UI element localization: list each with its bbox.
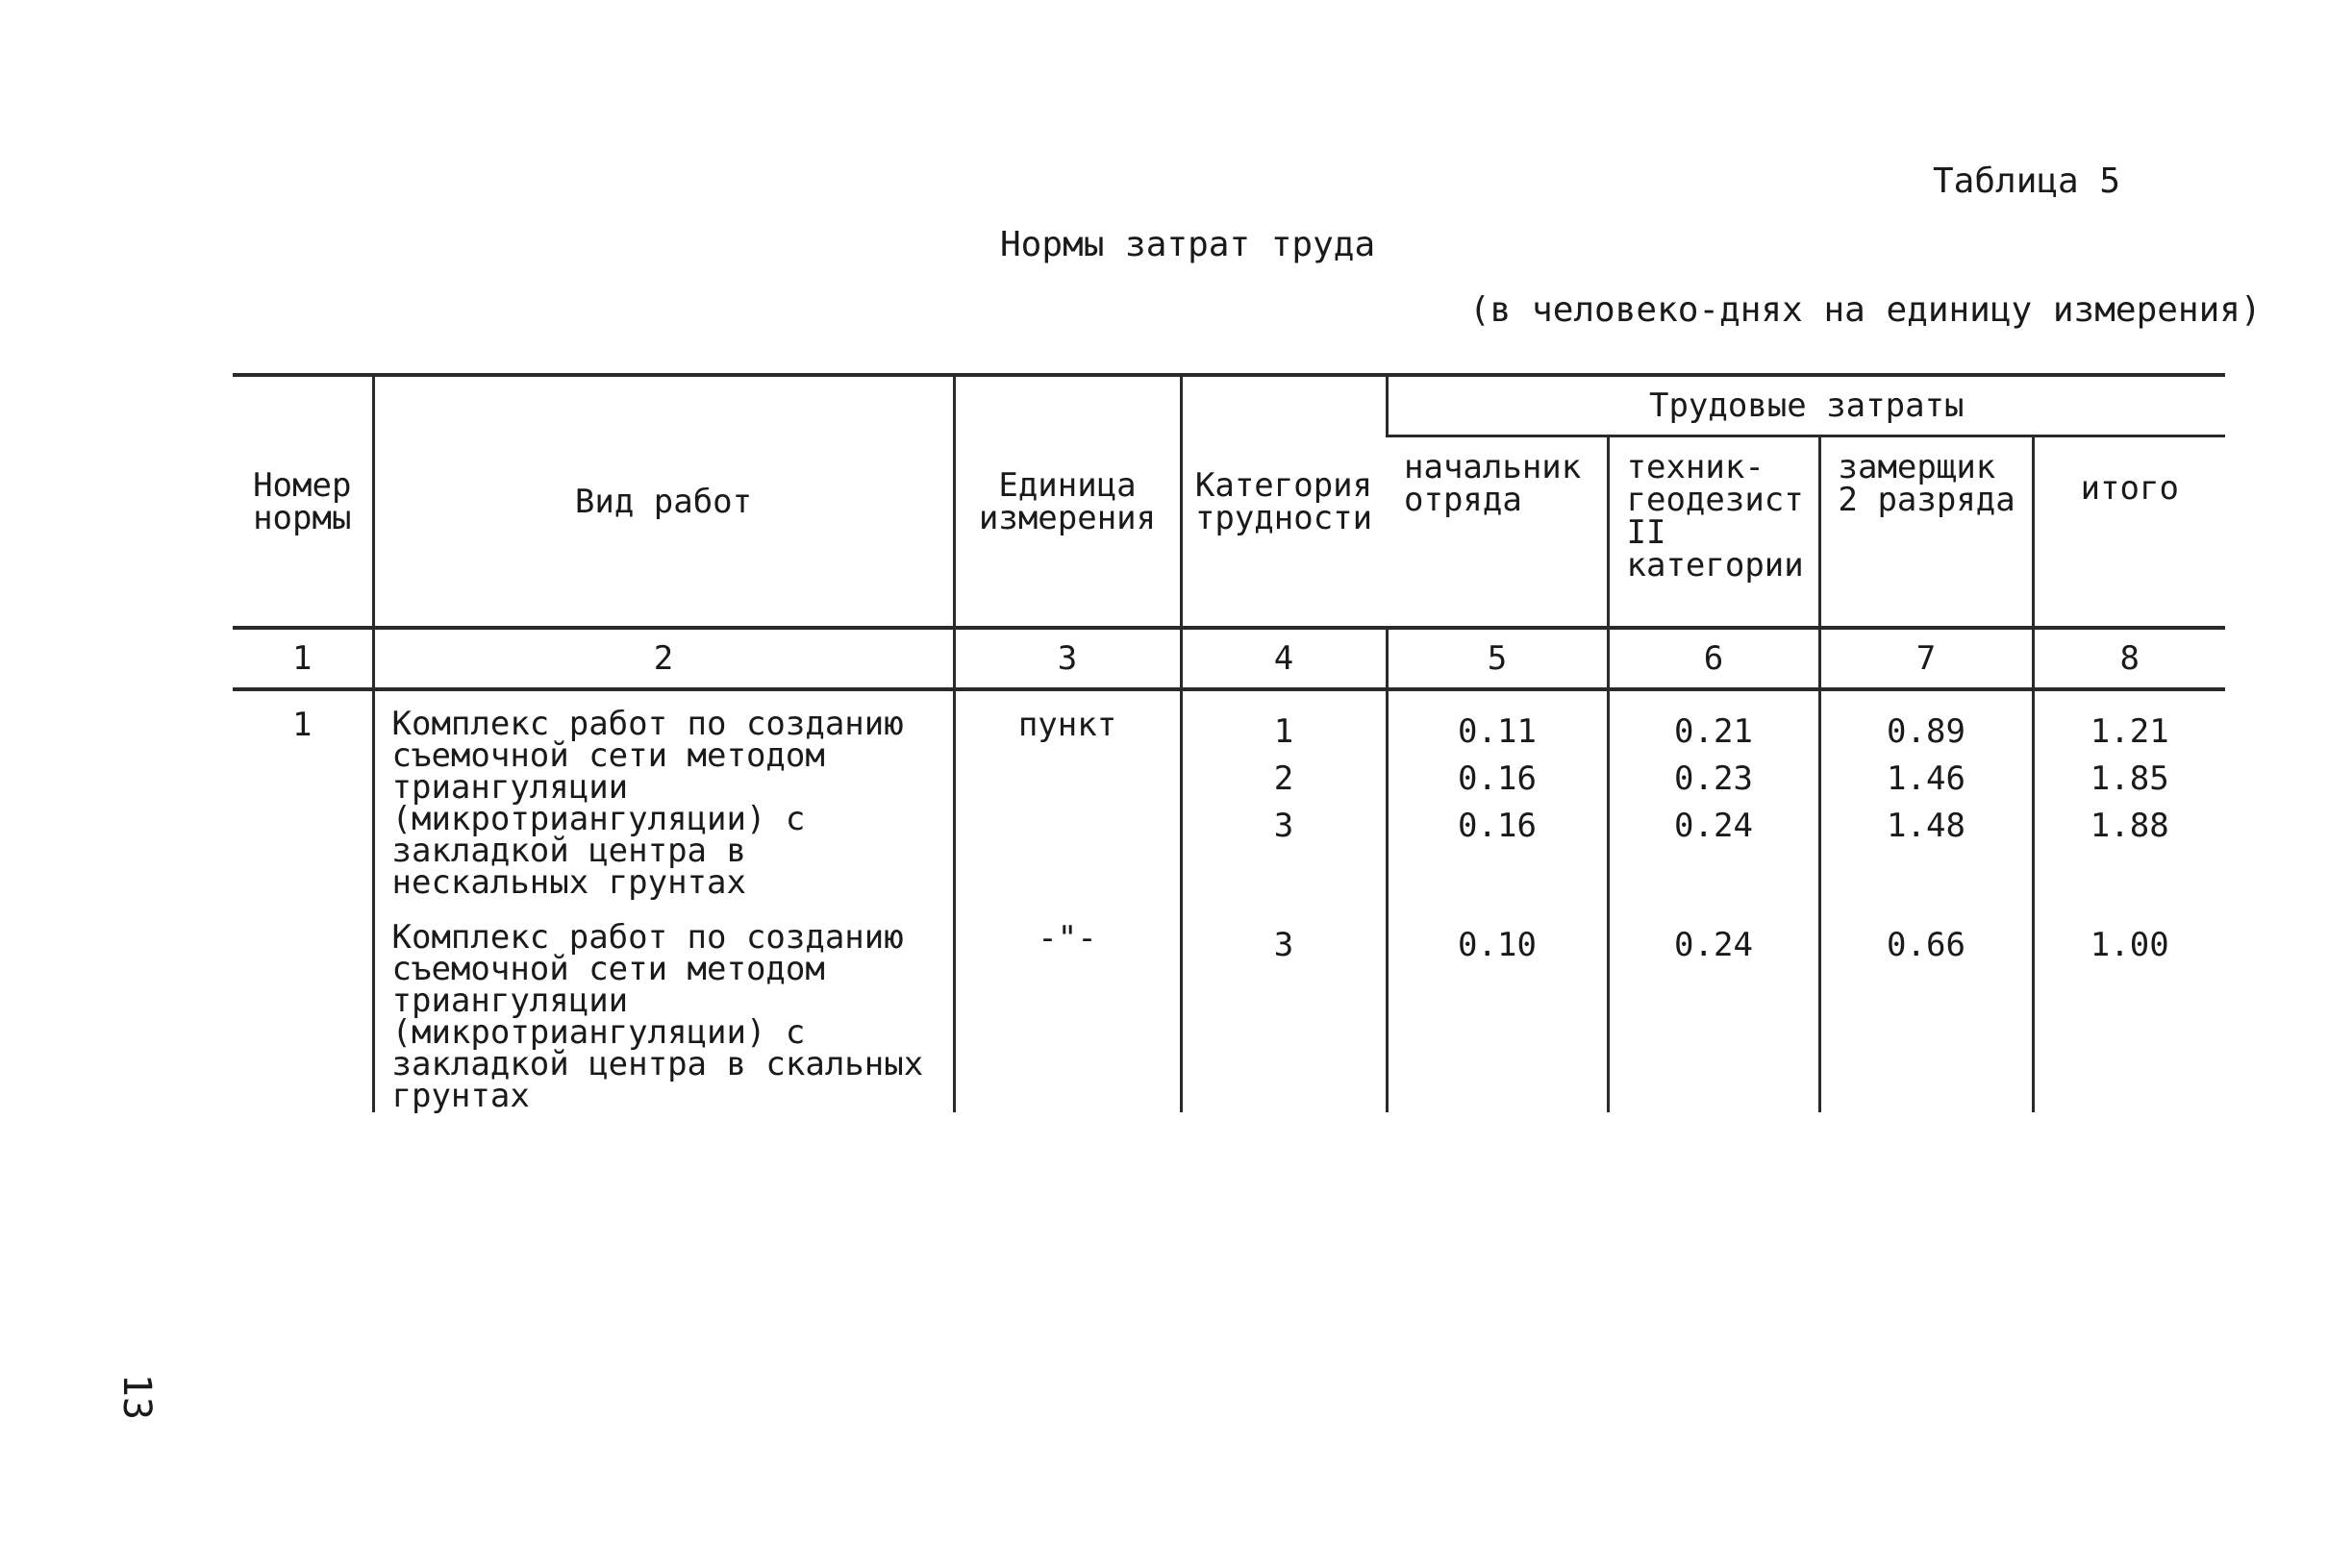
header-work-type: Вид работ [373,375,954,628]
header-measurer: замерщик 2 разряда [1819,436,2033,629]
column-number: 3 [954,628,1181,689]
table-row [233,689,2225,899]
labor-norms-table [233,373,2225,1115]
technician-value: 0.24 [1674,807,1753,845]
header-total: итого [2033,436,2225,629]
column-number-row [233,628,2225,689]
total-value: 1.00 [2090,926,2169,964]
measurer-value: 1.46 [1887,759,1965,798]
table-row [233,899,2225,1112]
difficulty-cell [1181,899,1387,1112]
work-description-cell [373,899,954,1115]
technician-cell [1608,899,1819,1112]
technician-value: 0.21 [1674,712,1753,751]
document-title: Нормы затрат труда [1000,225,1376,264]
header-difficulty: Категория трудности [1181,375,1387,628]
measurer-value: 0.66 [1887,926,1965,964]
difficulty-value: 1 [1273,712,1294,751]
total-value: 1.88 [2090,807,2169,845]
difficulty-value: 3 [1273,807,1294,845]
total-cell [2033,899,2225,1112]
measurer-cell [1819,899,2033,1112]
chief-value: 0.11 [1458,712,1537,751]
difficulty-cell [1181,689,1387,899]
column-number: 8 [2033,628,2225,689]
chief-value: 0.16 [1458,759,1537,798]
column-number: 1 [233,628,373,689]
unit-cell: -"- [954,899,1181,1112]
header-norm-number: Номер нормы [233,375,373,628]
header-chief: начальник отряда [1387,436,1608,629]
header-row [233,375,2225,436]
norm-number-cell [233,899,373,1112]
units-note: (в человеко-днях на единицу измерения) [1469,290,2262,330]
total-value: 1.21 [2090,712,2169,751]
unit-cell: пункт [954,689,1181,899]
difficulty-value: 2 [1273,759,1294,798]
chief-cell [1387,899,1608,1112]
table-label: Таблица 5 [1933,162,2121,201]
total-value: 1.85 [2090,759,2169,798]
measurer-value: 1.48 [1887,807,1965,845]
technician-value: 0.24 [1674,926,1753,964]
measurer-value: 0.89 [1887,712,1965,751]
page-number: 13 [114,1373,160,1421]
norm-number-cell: 1 [292,706,313,744]
column-number: 5 [1387,628,1608,689]
measurer-cell [1819,689,2033,899]
column-number: 2 [373,628,954,689]
difficulty-value: 3 [1273,926,1294,964]
chief-value: 0.16 [1458,807,1537,845]
chief-value: 0.10 [1458,926,1537,964]
work-description-cell [373,689,954,902]
header-labor-costs: Трудовые затраты [1387,375,2225,436]
technician-cell [1608,689,1819,899]
column-number: 6 [1608,628,1819,689]
column-number: 4 [1181,628,1387,689]
work-description: Комплекс работ по созданию съемочной сети методом триангуляции (микротриангуляции) с закладкой центра в скальных грунтах [391,918,924,1115]
total-cell [2033,689,2225,899]
work-description: Комплекс работ по созданию съемочной сети методом триангуляции (микротриангуляции) с закладкой центра в нескальных грунтах [391,705,904,902]
header-technician: техник-геодезист II категории [1608,436,1819,629]
chief-cell [1387,689,1608,899]
technician-value: 0.23 [1674,759,1753,798]
column-number: 7 [1819,628,2033,689]
header-unit: Единица измерения [954,375,1181,628]
